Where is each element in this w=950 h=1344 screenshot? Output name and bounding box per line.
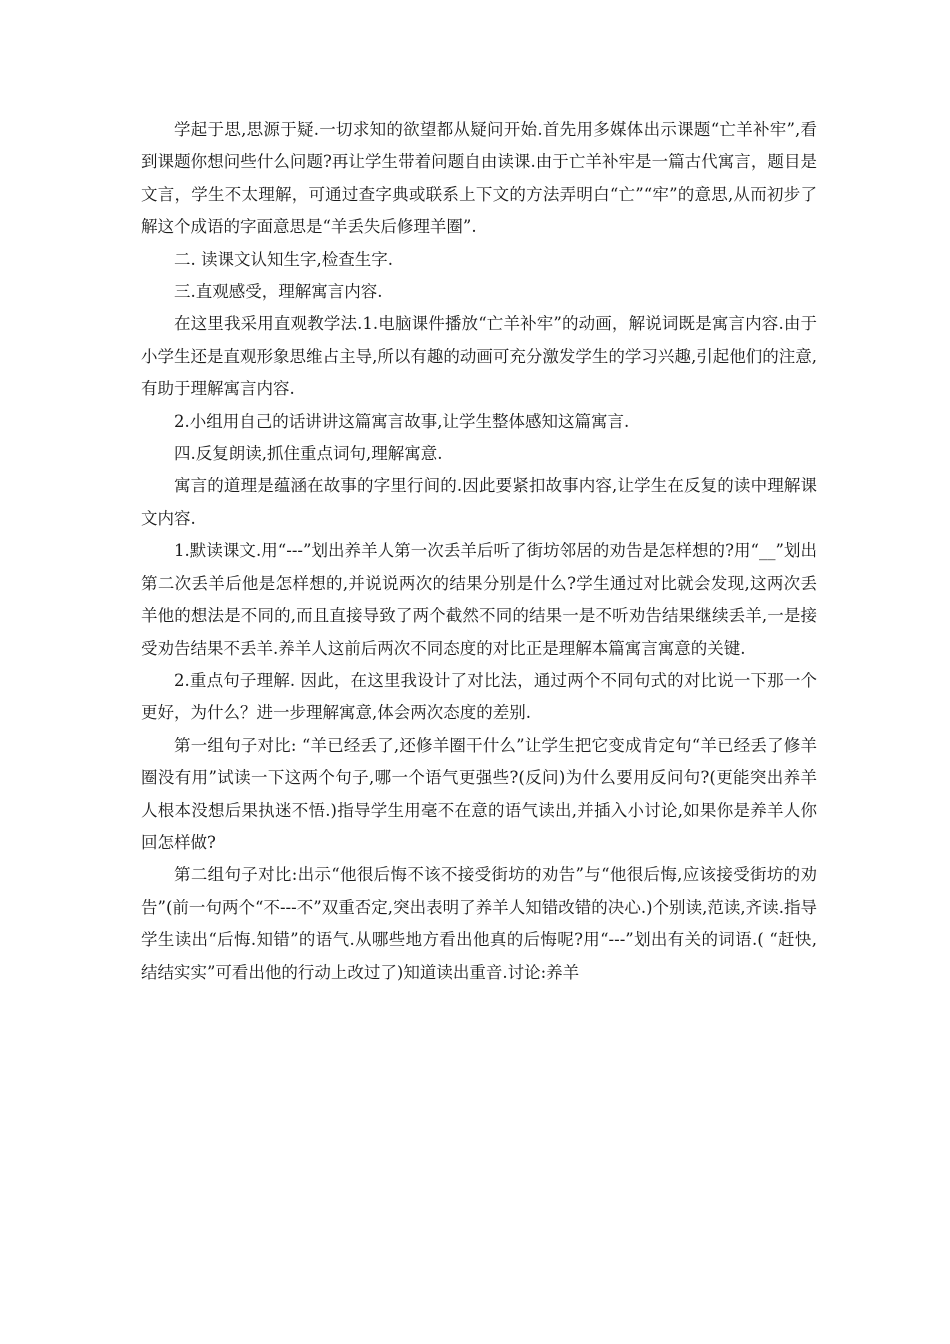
paragraph-first-comparison: 第一组句子对比: “羊已经丢了,还修羊圈干什么”让学生把它变成肯定句“羊已经丢了修羊圈没有用”试读一下这两个句子,哪一个语气更强些?(反问)为什么要用反问句?(更能突出养羊人根本没想后果执迷不悟.)指导学生用毫不在意的语气读出,并插入小讨论,如果你是养羊人你回怎样做? [141,735,817,852]
paragraph-visual-teaching: 在这里我采用直观教学法.1.电脑课件播放“亡羊补牢”的动画，解说词既是寓言内容.由于小学生还是直观形象思维占主导,所以有趣的动画可充分激发学生的学习兴趣,引起他们的注意,有助于理解寓言内容. [141,314,817,399]
paragraph-step-two: 二. 读课文认知生字,检查生字. [174,249,393,269]
document-body [141,114,817,989]
paragraph-silent-reading: 1.默读课文.用“---”划出养羊人第一次丢羊后听了街坊邻居的劝告是怎样想的?用“__”划出第二次丢羊后他是怎样想的,并说说两次的结果分别是什么?学生通过对比就会发现,这两次丢羊他的想法是不同的,而且直接导致了两个截然不同的结果一是不听劝告结果继续丢羊,一是接受劝告结果不丢羊.养羊人这前后两次不同态度的对比正是理解本篇寓言寓意的关键. [141,541,817,658]
paragraph-step-three: 三.直观感受，理解寓言内容. [174,282,383,302]
paragraph-second-comparison: 第二组句子对比:出示“他很后悔不该不接受街坊的劝告”与“他很后悔,应该接受街坊的劝告”(前一句两个“不---不”双重否定,突出表明了养羊人知错改错的决心.)个别读,范读,齐读.指导学生读出“后悔.知错”的语气.从哪些地方看出他真的后悔呢?用“---”划出有关的词语.( “赶快,结结实实”可看出他的行动上改过了)知道读出重音.讨论:养羊 [141,865,817,982]
paragraph-intro: 学起于思,思源于疑.一切求知的欲望都从疑问开始.首先用多媒体出示课题“亡羊补牢”,看到课题你想问些什么问题?再让学生带着问题自由读课.由于亡羊补牢是一篇古代寓言，题目是文言，学生不太理解，可通过查字典或联系上下文的方法弄明白“亡”“牢”的意思,从而初步了解这个成语的字面意思是“羊丢失后修理羊圈”. [141,120,817,237]
paragraph-key-sentences: 2.重点句子理解. 因此，在这里我设计了对比法，通过两个不同句式的对比说一下那一个更好，为什么？进一步理解寓意,体会两次态度的差别. [141,670,817,723]
paragraph-group-retell: 2.小组用自己的话讲讲这篇寓言故事,让学生整体感知这篇寓言. [174,411,630,431]
paragraph-step-four: 四.反复朗读,抓住重点词句,理解寓意. [174,444,443,464]
paragraph-fable-meaning: 寓言的道理是蕴涵在故事的字里行间的.因此要紧扣故事内容,让学生在反复的读中理解课文内容. [141,476,817,528]
